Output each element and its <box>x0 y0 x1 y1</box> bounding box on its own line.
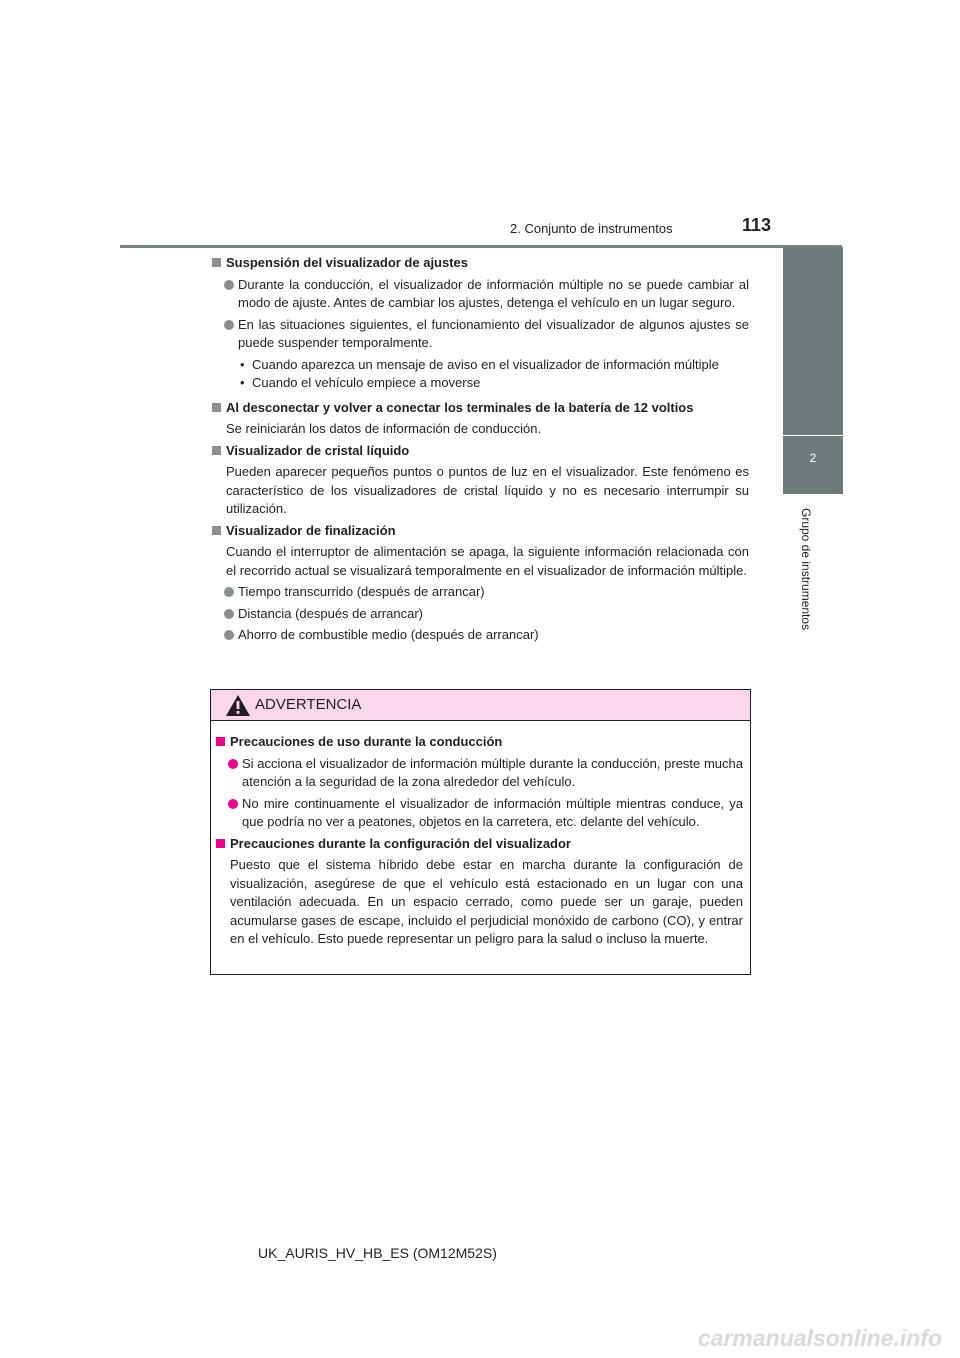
sub-item: • Cuando el vehículo empiece a moverse <box>240 375 481 390</box>
main-content <box>212 254 749 648</box>
section-heading: Suspensión del visualizador de ajustes <box>212 254 749 273</box>
warning-title: ADVERTENCIA <box>255 696 362 713</box>
bullet-item: En las situaciones siguientes, el funcionamiento del visualizador de algunos ajustes se puede suspender temporalmente. <box>212 316 749 353</box>
square-bullet-icon <box>216 839 225 848</box>
circle-bullet-icon <box>224 587 234 597</box>
square-bullet-icon <box>216 737 225 746</box>
square-bullet-icon <box>212 258 221 267</box>
square-bullet-icon <box>212 446 221 455</box>
bullet-item: Tiempo transcurrido (después de arrancar) <box>212 583 749 602</box>
chapter-tab <box>783 436 843 494</box>
chapter-side-bar <box>783 247 843 435</box>
square-bullet-icon <box>212 526 221 535</box>
square-bullet-icon <box>212 403 221 412</box>
footer-model-code: UK_AURIS_HV_HB_ES (OM12M52S) <box>258 1245 497 1261</box>
bullet-item: Distancia (después de arrancar) <box>212 605 749 624</box>
circle-bullet-icon <box>224 280 234 290</box>
warning-triangle-icon <box>226 695 250 716</box>
chapter-label: Grupo de instrumentos <box>799 508 813 631</box>
warning-bullet-item: Si acciona el visualizador de información múltiple durante la conducción, preste mucha atención a la seguridad de la zona alrededor del vehículo. <box>216 755 743 792</box>
warning-box <box>210 689 751 975</box>
circle-bullet-icon <box>224 630 234 640</box>
header-divider <box>120 245 842 248</box>
section-paragraph: Se reiniciarán los datos de información de conducción. <box>226 421 542 436</box>
warning-body <box>211 721 750 949</box>
warning-section-heading: Precauciones durante la configuración del visualizador <box>216 835 743 854</box>
watermark: carmanualsonline.info <box>697 1325 942 1351</box>
warning-section-heading: Precauciones de uso durante la conducción <box>216 733 743 752</box>
header-section-title: 2. Conjunto de instrumentos <box>510 221 673 236</box>
circle-bullet-icon <box>224 609 234 619</box>
warning-bullet-item: No mire continuamente el visualizador de información múltiple mientras conduce, ya que podría no ver a peatones, objetos en la carretera, etc. delante del vehículo. <box>216 795 743 832</box>
circle-bullet-icon <box>228 799 238 809</box>
warning-header <box>211 690 750 721</box>
section-paragraph: Cuando el interruptor de alimentación se apaga, la siguiente información relacionada con el recorrido actual se visualizará temporalmente en el visualizador de información múltiple. <box>226 544 749 578</box>
page-number: 113 <box>742 215 772 235</box>
bullet-item: Ahorro de combustible medio (después de arrancar) <box>212 626 749 645</box>
section-heading: Al desconectar y volver a conectar los terminales de la batería de 12 voltios <box>212 399 749 418</box>
circle-bullet-icon <box>224 320 234 330</box>
bullet-item: Durante la conducción, el visualizador de información múltiple no se puede cambiar al modo de ajuste. Antes de cambiar los ajustes, detenga el vehículo en un lugar seguro. <box>212 276 749 313</box>
section-heading: Visualizador de finalización <box>212 522 749 541</box>
warning-paragraph: Puesto que el sistema híbrido debe estar en marcha durante la configuración de visualización, asegúrese de que el vehículo está estacionado en un lugar con una ventilación adecuada. En un espacio cerrado, como puede ser un garaje, pueden acumularse gases de escape, incluido el perjudicial monóxido de carbono (CO), y entrar en el vehículo. Esto puede representar un peligro para la salud o incluso la muerte. <box>230 857 743 946</box>
circle-bullet-icon <box>228 759 238 769</box>
section-heading: Visualizador de cristal líquido <box>212 442 749 461</box>
sub-item: • Cuando aparezca un mensaje de aviso en el visualizador de información múltiple <box>240 356 719 372</box>
section-paragraph: Pueden aparecer pequeños puntos o puntos de luz en el visualizador. Este fenómeno es característico de los visualizadores de cristal líquido y no es necesario interrumpir su utilización. <box>226 464 749 516</box>
chapter-number: 2 <box>809 451 817 465</box>
